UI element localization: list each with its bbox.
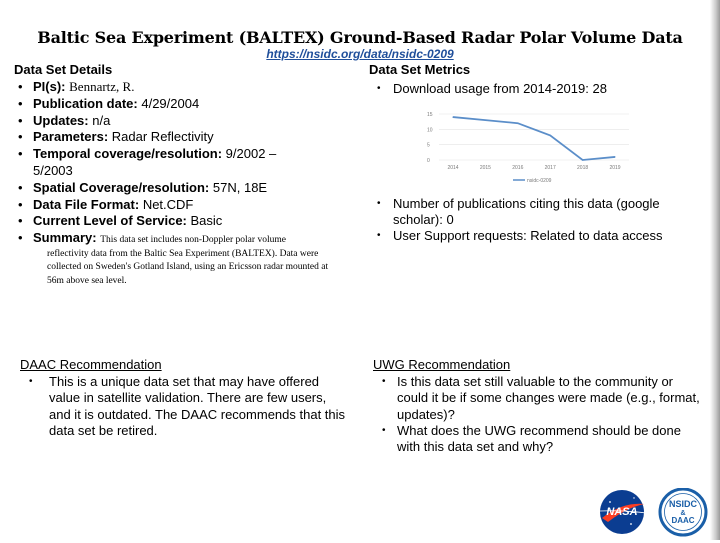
parameters-label: Parameters: [33,129,109,145]
chart-data-point [614,156,615,157]
service-level-value: Basic [190,213,223,229]
dataset-url-link[interactable]: https://nsidc.org/data/nsidc-0209 [266,47,454,61]
daac-text: DAAC [671,516,695,525]
chart-y-tick-label: 0 [427,158,430,164]
chart-x-tick-label: 2017 [544,165,556,171]
chart-data-point [550,135,551,136]
metrics-list-bottom [369,196,699,244]
updates-label: Updates: [33,112,89,128]
nsidc-amp-text: & [680,510,686,517]
list-item-uwg-q1: • Is this data set still valuable to the community or could it be if some changes were made (e.g., format, updates)? [373,374,703,423]
list-item-download-usage: • Download usage from 2014-2019: 28 [369,81,699,97]
data-set-details-section [14,62,354,288]
chart-svg [425,102,635,189]
chart-legend-label: nsidc-0209 [527,178,552,184]
summary-label: Summary: [33,230,97,246]
chart-data-point [452,116,453,117]
logos [598,488,708,538]
list-item-parameters [14,129,354,146]
file-format-label: Data File Format: [33,196,140,212]
daac-list [20,374,350,439]
pis-value: Bennartz, R. [69,79,135,94]
chart-data-point [485,120,486,121]
chart-x-tick-label: 2014 [447,165,459,171]
updates-value: n/a [92,112,111,128]
list-item-file-format [14,197,354,214]
spatial-coverage-value: 57N, 18E [212,179,268,195]
metrics-list-top [369,81,699,97]
chart-x-tick-label: 2018 [577,165,589,171]
list-item-uwg-q2: • What does the UWG recommend should be done with this data set and why? [373,423,703,456]
list-item-daac-text: • This is a unique data set that may have offered value in satellite validation. There are few users, and it is outdated. The DAAC recommends that this data set be retired. [20,374,350,439]
chart-x-tick-label: 2019 [609,165,621,171]
chart-y-tick-label: 10 [427,127,433,134]
temporal-coverage-value: 9/2002 – [225,146,277,162]
list-item-user-support: • User Support requests: Related to data access [369,228,699,244]
pis-label: PI(s): [33,79,66,94]
list-item-pis [14,79,354,96]
list-item-publication-date [14,96,354,113]
temporal-coverage-label: Temporal coverage/resolution: [33,146,223,162]
uwg-list [373,374,703,455]
chart-y-tick-label: 5 [427,142,430,149]
chart-x-tick-label: 2015 [479,165,491,171]
nsidc-text: NSIDC [668,499,698,509]
chart-x-tick-label: 2016 [512,165,524,171]
chart-y-tick-label: 15 [427,112,433,118]
nasa-logo-icon [600,490,646,534]
parameters-value: Radar Reflectivity [111,129,214,145]
metrics-heading: Data Set Metrics [369,62,471,77]
publication-date-value: 4/29/2004 [141,95,200,111]
file-format-value: Net.CDF [142,196,194,212]
list-item-temporal-coverage [14,146,354,180]
details-heading: Data Set Details [14,62,113,77]
service-level-label: Current Level of Service: [33,213,187,229]
nasa-text: NASA [606,506,638,518]
download-usage-chart [425,102,635,189]
list-item-updates [14,113,354,130]
page-title: Baltic Sea Experiment (BALTEX) Ground-Based Radar Polar Volume Data [37,28,683,47]
publication-date-label: Publication date: [33,95,138,111]
list-item-service-level [14,213,354,230]
list-item-summary [14,230,354,247]
uwg-heading: UWG Recommendation [373,357,511,372]
logo-svg [598,488,708,538]
details-list [14,79,354,247]
chart-series-line [453,117,615,160]
daac-heading: DAAC Recommendation [20,357,162,372]
summary-value: This data set includes non-Doppler polar volume [100,235,286,246]
spatial-coverage-label: Spatial Coverage/resolution: [33,179,210,195]
nsidc-daac-logo-icon [660,489,706,535]
list-item-spatial-coverage [14,180,354,197]
list-item-publications: • Number of publications citing this data (google scholar): 0 [369,196,699,228]
chart-data-point [517,123,518,124]
chart-data-point [582,159,583,160]
slide-right-edge [710,0,720,540]
summary-continuation: reflectivity data from the Baltic Sea Experiment (BALTEX). Data were collected on Sweden's Gotland Island, using an Ericsson radar mounted at 56m above sea level. [47,248,329,286]
daac-recommendation-section [20,357,350,439]
temporal-coverage-value-cont: 5/2003 [33,162,73,178]
uwg-recommendation-section [373,357,703,455]
